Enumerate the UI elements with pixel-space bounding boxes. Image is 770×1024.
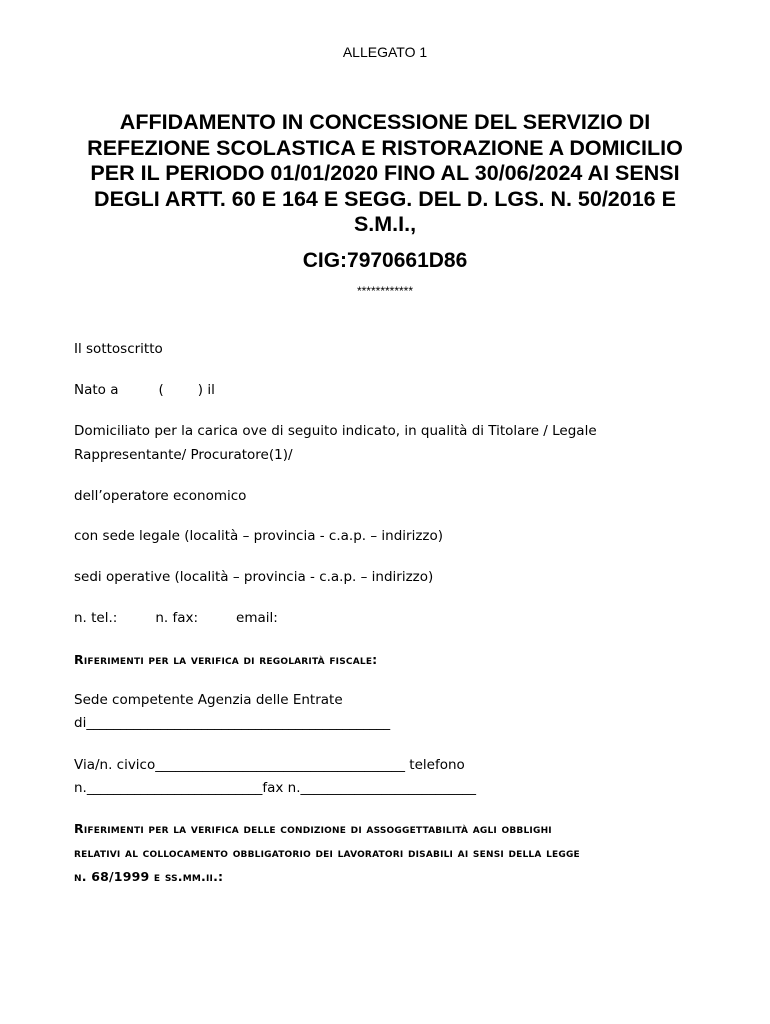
sottoscritto-line (74, 341, 163, 357)
contacts-line (74, 610, 278, 626)
email-label: email: (236, 610, 278, 626)
document-title: AFFIDAMENTO IN CONCESSIONE DEL SERVIZIO DI REFEZIONE SCOLASTICA E RISTORAZIONE A DOMICILIO PER IL PERIODO 01/01/2020 FINO AL 30/06/2024 AI SENSI DEGLI ARTT. 60 E 164 E SEGG. DEL D. LGS. N. 50/2016 E S.M.I., (87, 110, 683, 236)
paren-open: ( (158, 382, 164, 398)
nato-a-label: Nato a (74, 382, 119, 398)
separator-stars: ************ (356, 284, 414, 298)
disabili-heading-2: relativi al collocamento obbligatorio dei lavoratori disabili ai sensi della legge (74, 845, 580, 860)
sede-legale-line: con sede legale (località – provincia - c.a.p. – indirizzo) (74, 528, 444, 544)
allegato-label: ALLEGATO 1 (342, 44, 428, 60)
domiciliato-line-1: Domiciliato per la carica ove di seguito indicato, in qualità di Titolare / Legale (74, 423, 597, 439)
domiciliato-line-2: Rappresentante/ Procuratore(1)/ (74, 447, 293, 463)
il-label: ) il (197, 382, 215, 398)
agenzia-line-2: di_____________________________________________ (74, 715, 391, 731)
nato-line (74, 382, 215, 398)
agenzia-line-1: Sede competente Agenzia delle Entrate (74, 692, 343, 708)
disabili-heading-1: Riferimenti per la verifica delle condizione di assoggettabilità agli obblighi (74, 821, 552, 836)
cig-code: CIG:7970661D86 (302, 249, 468, 272)
via-line-1: Via/n. civico_____________________________________ telefono (74, 757, 465, 773)
fax-label: n. fax: (155, 610, 199, 626)
disabili-heading-3: n. 68/1999 e ss.mm.ii.: (74, 869, 224, 884)
sedi-operative-line: sedi operative (località – provincia - c.a.p. – indirizzo) (74, 569, 434, 585)
fiscale-heading: Riferimenti per la verifica di regolarità fiscale: (74, 652, 378, 667)
tel-label: n. tel.: (74, 610, 118, 626)
operatore-line: dell’operatore economico (74, 488, 247, 504)
via-line-2: n.__________________________fax n.__________________________ (74, 780, 477, 796)
sottoscritto-label: Il sottoscritto (74, 341, 163, 357)
